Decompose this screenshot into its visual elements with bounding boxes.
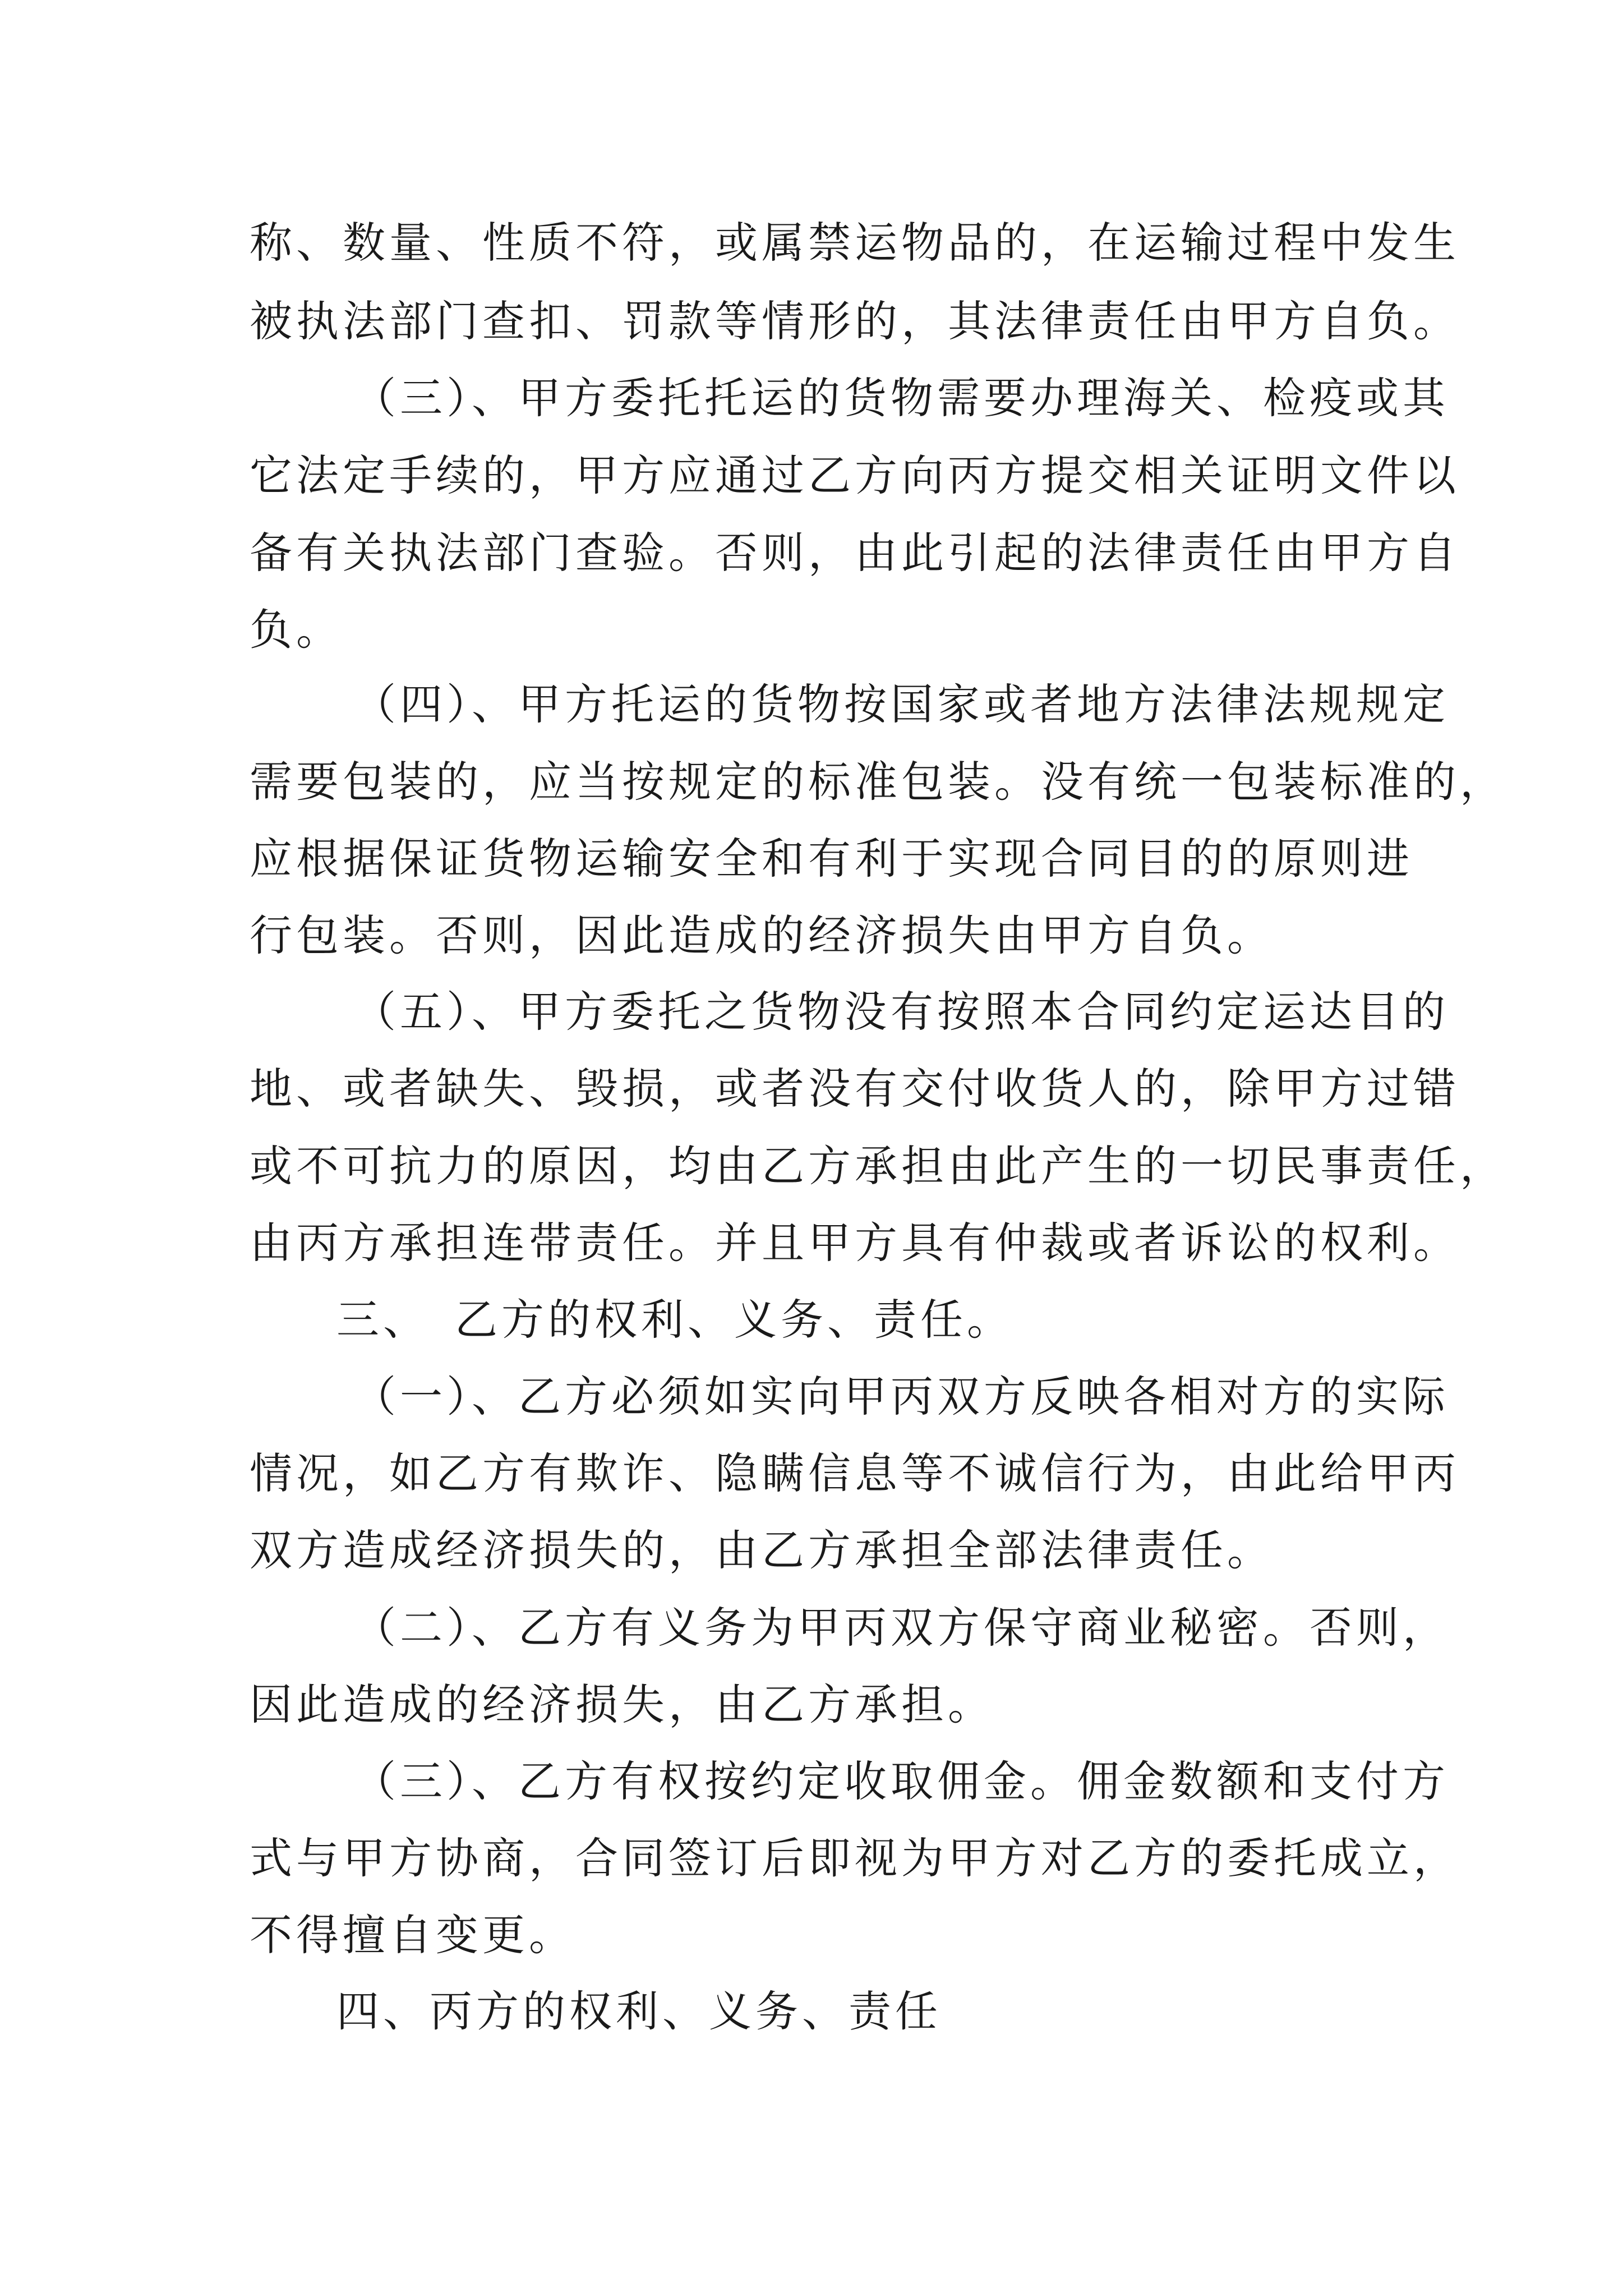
text-line: 备有关执法部门查验。否则，由此引起的法律责任由甲方自 <box>250 528 1460 578</box>
text-line: 被执法部门查扣、罚款等情形的，其法律责任由甲方自负。 <box>250 296 1460 346</box>
text-line: 式与甲方协商，合同签订后即视为甲方对乙方的委托成立， <box>250 1833 1460 1883</box>
text-line: 行包装。否则，因此造成的经济损失由甲方自负。 <box>250 910 1274 960</box>
text-line: 地、或者缺失、毁损，或者没有交付收货人的，除甲方过错 <box>250 1064 1460 1114</box>
text-line: （四）、甲方托运的货物按国家或者地方法律法规规定 <box>353 679 1449 729</box>
section-heading: 四、丙方的权利、义务、责任 <box>336 1986 942 2036</box>
text-line: （三）、甲方委托托运的货物需要办理海关、检疫或其 <box>353 373 1449 423</box>
text-line: 不得擅自变更。 <box>250 1910 575 1960</box>
text-line: 负。 <box>250 605 343 655</box>
text-line: （三）、乙方有权按约定收取佣金。佣金数额和支付方 <box>353 1756 1449 1806</box>
text-line: （五）、甲方委托之货物没有按照本合同约定运达目的 <box>353 987 1449 1037</box>
text-line: 它法定手续的，甲方应通过乙方向丙方提交相关证明文件以 <box>250 450 1460 500</box>
section-heading: 三、 乙方的权利、义务、责任。 <box>336 1295 1013 1345</box>
text-line: 双方造成经济损失的，由乙方承担全部法律责任。 <box>250 1525 1274 1575</box>
text-line: 由丙方承担连带责任。并且甲方具有仲裁或者诉讼的权利。 <box>250 1218 1460 1268</box>
text-line: 情况，如乙方有欺诈、隐瞒信息等不诚信行为，由此给甲丙 <box>250 1448 1460 1498</box>
text-line: 应根据保证货物运输安全和有利于实现合同目的的原则进 <box>250 834 1413 884</box>
text-line: （二）、乙方有义务为甲丙双方保守商业秘密。否则， <box>353 1603 1449 1653</box>
text-line: （一）、乙方必须如实向甲丙双方反映各相对方的实际 <box>353 1372 1449 1421</box>
text-line: 称、数量、性质不符，或属禁运物品的，在运输过程中发生 <box>250 218 1460 268</box>
text-line: 或不可抗力的原因，均由乙方承担由此产生的一切民事责任， <box>250 1141 1506 1191</box>
text-line: 需要包装的，应当按规定的标准包装。没有统一包装标准的， <box>250 757 1506 807</box>
text-line: 因此造成的经济损失，由乙方承担。 <box>250 1680 994 1729</box>
